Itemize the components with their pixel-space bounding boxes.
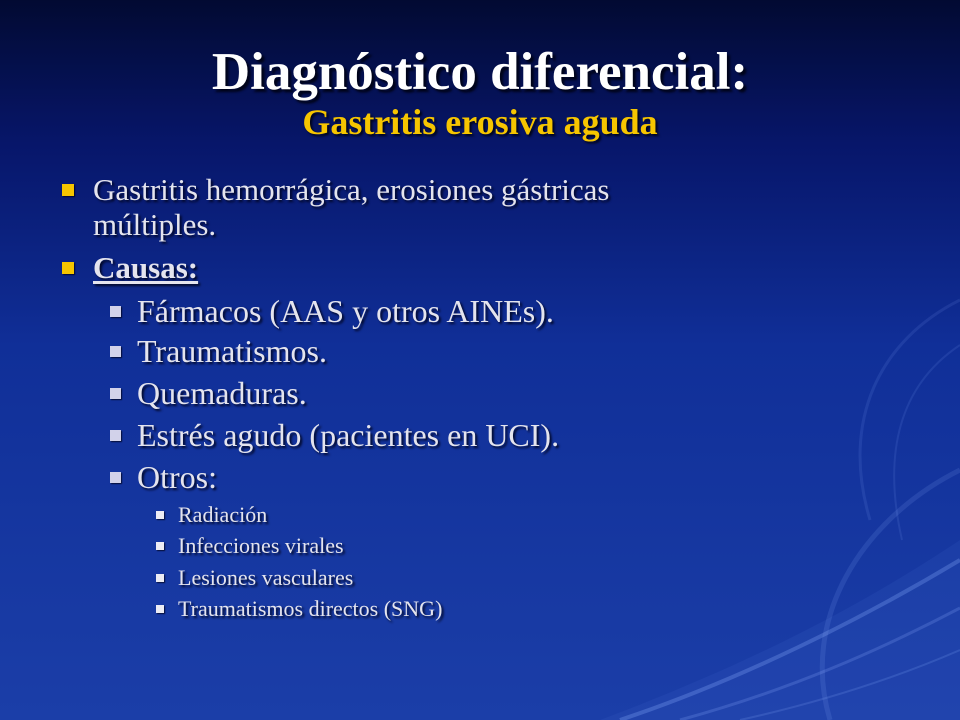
sub-bullet-text: Quemaduras. [137, 375, 307, 411]
sub-bullet-item [137, 374, 307, 412]
swoosh-line [860, 300, 960, 520]
square-bullet-icon [156, 605, 164, 613]
sub-sub-bullet-text: Lesiones vasculares [178, 565, 354, 590]
square-bullet-icon [156, 511, 164, 519]
square-bullet-icon [110, 306, 121, 317]
swoosh-line [894, 345, 960, 540]
square-bullet-icon [110, 346, 121, 357]
square-bullet-icon [62, 184, 74, 196]
bullet-text: Gastritis hemorrágica, erosiones gástricas múltiples. [93, 172, 610, 242]
slide-title: Diagnóstico diferencial: [211, 43, 749, 101]
sub-sub-bullet-item [178, 533, 344, 559]
square-bullet-icon [110, 472, 121, 483]
bullet-item [93, 172, 653, 242]
square-bullet-icon [110, 388, 121, 399]
causes-heading: Causas: [93, 250, 199, 285]
sub-sub-bullet-item [178, 565, 353, 591]
sub-bullet-text: Fármacos (AAS y otros AINEs). [137, 293, 554, 329]
sub-bullet-item [137, 416, 559, 454]
slide-subtitle: Gastritis erosiva aguda [302, 102, 658, 142]
sub-bullet-item [137, 458, 217, 496]
sub-sub-bullet-text: Traumatismos directos (SNG) [178, 596, 443, 621]
bullet-item-causas [93, 250, 198, 285]
sub-bullet-item [137, 292, 554, 330]
sub-bullet-text: Traumatismos. [137, 333, 327, 369]
sub-sub-bullet-text: Infecciones virales [178, 533, 344, 558]
swoosh-glow [600, 540, 960, 720]
sub-bullet-item [137, 332, 327, 370]
sub-bullet-text: Otros: [137, 459, 217, 495]
sub-sub-bullet-text: Radiación [178, 502, 268, 527]
square-bullet-icon [156, 574, 164, 582]
sub-sub-bullet-item [178, 596, 442, 622]
sub-bullet-text: Estrés agudo (pacientes en UCI). [137, 417, 560, 453]
square-bullet-icon [156, 542, 164, 550]
sub-sub-bullet-item [178, 502, 267, 528]
square-bullet-icon [110, 430, 121, 441]
square-bullet-icon [62, 262, 74, 274]
